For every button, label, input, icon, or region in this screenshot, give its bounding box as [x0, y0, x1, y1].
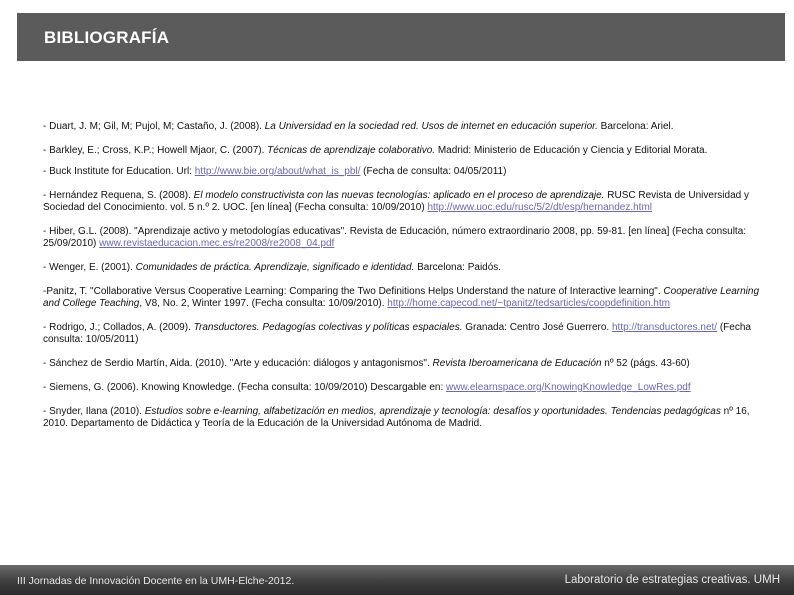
reference-link[interactable]: http://home.capecod.net/~tpanitz/tedsarticles/coopdefinition.htm	[387, 298, 670, 309]
reference-item	[43, 226, 768, 250]
reference-text: nº 16, 2010. Departamento de Didáctica y Teoría de la Educación de la Universidad Autónoma de Madrid.	[43, 406, 750, 429]
reference-text: Madrid: Ministerio de Educación y Ciencia y Editorial Morata.	[435, 145, 708, 156]
reference-text: - Hernández Requena, S. (2008).	[43, 190, 194, 201]
reference-text: (Fecha de consulta: 04/05/2011)	[360, 166, 507, 177]
reference-text: - Siemens, G. (2006). Knowing Knowledge. (Fecha consulta: 10/09/2010) Descargable en:	[43, 382, 447, 393]
reference-link[interactable]: www.revistaeducacion.mec.es/re2008/re2008_04.pdf	[99, 238, 335, 249]
footer-lab-text: Laboratorio de estrategias creativas. UMH	[564, 574, 780, 586]
reference-text: (Fecha consulta: 10/05/2011)	[43, 322, 751, 345]
reference-text: - Buck Institute for Education. Url:	[43, 166, 195, 177]
reference-item	[43, 262, 768, 274]
reference-text: - Hiber, G.L. (2008). "Aprendizaje activo y metodologías educativas". Revista de Educación, número extraordinario 2008, pp. 59-81. [en línea] (Fecha consulta: 25/09/2010)	[43, 226, 747, 249]
reference-item	[43, 286, 768, 310]
reference-text: RUSC Revista de Universidad y Sociedad del Conocimiento. vol. 5 n.º 2. UOC. [en línea] (Fecha consulta: 10/09/2010)	[43, 190, 749, 213]
reference-item	[43, 145, 768, 157]
reference-item	[43, 121, 768, 133]
reference-title: Transductores. Pedagogías colectivas y políticas espaciales.	[193, 322, 463, 333]
reference-text: Barcelona: Ariel.	[597, 121, 674, 132]
reference-text: -Panitz, T. "Collaborative Versus Cooperative Learning: Comparing the Two Definitions Helps Understand the nature of Interactive learning".	[43, 286, 664, 297]
reference-item	[43, 322, 768, 346]
reference-link[interactable]: www.elearnspace.org/KnowingKnowledge_LowRes.pdf	[446, 382, 691, 393]
reference-title: Técnicas de aprendizaje colaborativo.	[267, 145, 436, 156]
reference-item	[43, 190, 768, 214]
bibliography-list	[43, 121, 768, 442]
reference-item	[43, 406, 768, 430]
reference-title: Revista Iberoamericana de Educación	[432, 358, 602, 369]
reference-text: - Sánchez de Serdio Martín, Aida. (2010). "Arte y educación: diálogos y antagonismos".	[43, 358, 433, 369]
reference-text: - Barkley, E.; Cross, K.P.; Howell Mjaor, C. (2007).	[43, 145, 268, 156]
page-title: BIBLIOGRAFÍA	[44, 28, 170, 47]
reference-text: nº 52 (págs. 43-60)	[601, 358, 690, 369]
reference-item	[43, 382, 768, 394]
reference-title: Comunidades de práctica. Aprendizaje, significado e identidad.	[135, 262, 415, 273]
reference-item	[43, 166, 768, 178]
reference-link[interactable]: http://www.uoc.edu/rusc/5/2/dt/esp/hernandez.html	[427, 202, 653, 213]
reference-title: El modelo constructivista con las nuevas tecnologías: aplicado en el proceso de aprendizaje.	[193, 190, 605, 201]
reference-title: La Universidad en la sociedad red. Usos de internet en educación superior.	[264, 121, 598, 132]
header-bar	[17, 13, 785, 61]
reference-text: - Wenger, E. (2001).	[43, 262, 136, 273]
reference-text: , V8, No. 2, Winter 1997. (Fecha consulta: 10/09/2010).	[139, 298, 388, 309]
reference-text: Granada: Centro José Guerrero.	[462, 322, 612, 333]
reference-title: Estudios sobre e-learning, alfabetización en medios, aprendizaje y tecnología: desafíos y oportunidades. Tendencias pedagógicas	[144, 406, 721, 417]
reference-link[interactable]: http://www.bie.org/about/what_is_pbl/	[194, 166, 361, 177]
reference-link[interactable]: http://transductores.net/	[612, 322, 718, 333]
reference-text: - Duart, J. M; Gil, M; Pujol, M; Castaño, J. (2008).	[43, 121, 265, 132]
reference-text: Barcelona: Paidós.	[414, 262, 502, 273]
reference-text: - Rodrigo, J.; Collados, A. (2009).	[43, 322, 194, 333]
footer-event-text: III Jornadas de Innovación Docente en la UMH-Elche-2012.	[17, 575, 295, 587]
footer-bar	[0, 565, 794, 595]
reference-item	[43, 358, 768, 370]
reference-text: - Snyder, Ilana (2010).	[43, 406, 145, 417]
reference-title: Cooperative Learning and College Teaching	[43, 286, 760, 309]
